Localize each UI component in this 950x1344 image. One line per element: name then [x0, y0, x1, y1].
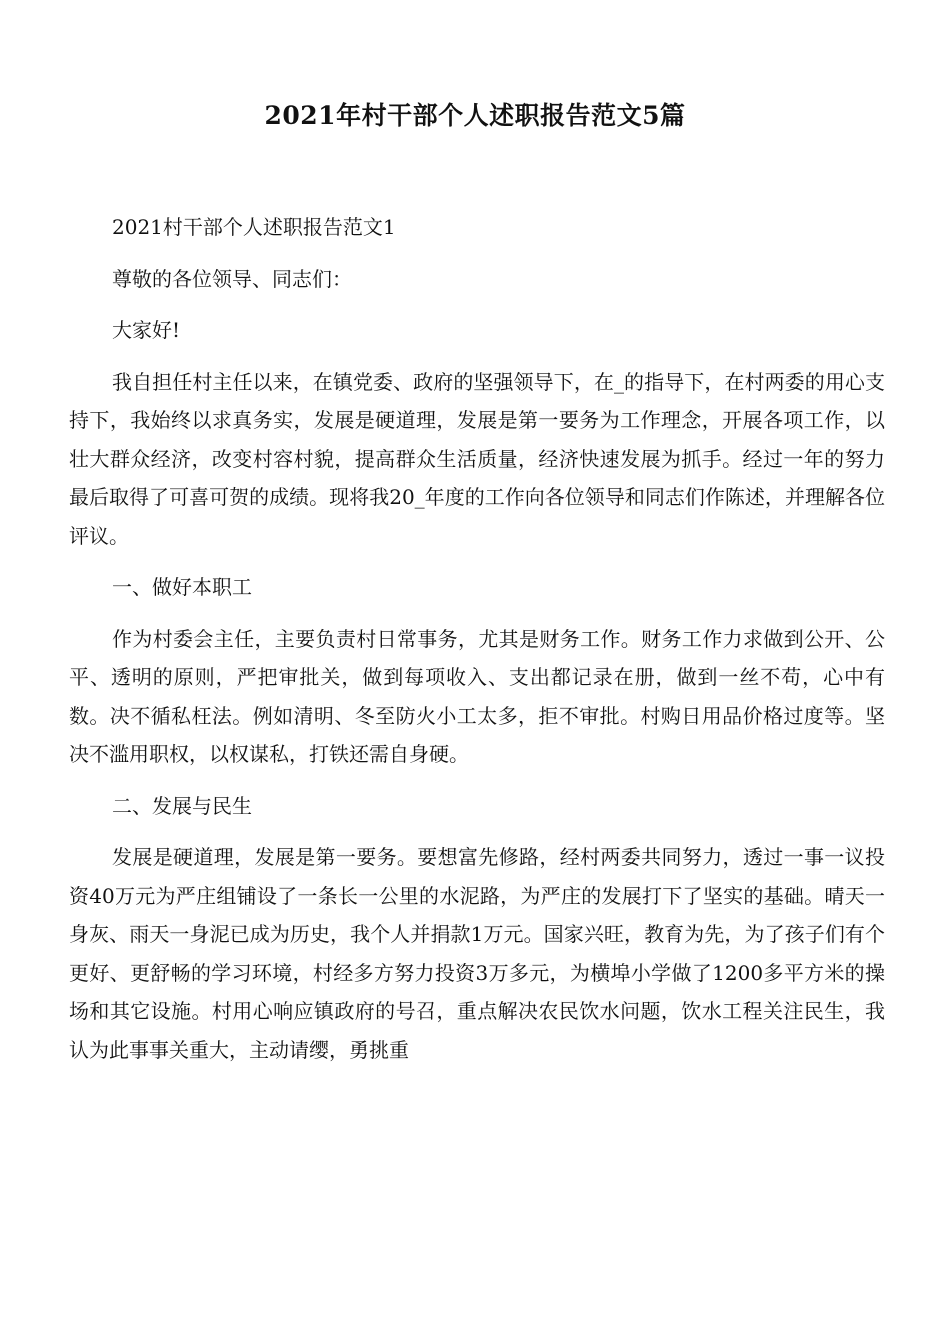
section-heading-1: 一、做好本职工 [112, 575, 252, 599]
paragraph-subtitle: 2021村干部个人述职报告范文1 [112, 215, 396, 239]
section-heading-2: 二、发展与民生 [112, 793, 252, 818]
paragraph-intro: 我自担任村主任以来，在镇党委、政府的坚强领导下，在_的指导下，在村两委的用心支持下，我始终以求真务实，发展是硬道理，发展是第一要务为工作理念，开展各项工作，以壮大群众经济，改变村容村貌，提高群众生活质量，经济快速发展为抓手。经过一年的努力最后取得了可喜可贺的成绩。现将我20_年度的工作向各位领导和同志们作陈述，并理解各位评议。 [69, 369, 885, 548]
document-body [69, 208, 885, 1082]
paragraph-section-2: 发展是硬道理，发展是第一要务。要想富先修路，经村两委共同努力，透过一事一议投资40万元为严庄组铺设了一条长一公里的水泥路，为严庄的发展打下了坚实的基础。晴天一身灰、雨天一身泥已成为历史，我个人并捐款1万元。国家兴旺，教育为先，为了孩子们有个更好、更舒畅的学习环境，村经多方努力投资3万多元，为横埠小学做了1200多平方米的操场和其它设施。村用心响应镇政府的号召，重点解决农民饮水问题，饮水工程关注民生，我认为此事事关重大，主动请缨，勇挑重 [69, 845, 885, 1062]
paragraph-greeting: 大家好! [112, 318, 181, 342]
paragraph-salutation: 尊敬的各位领导、同志们： [112, 266, 352, 291]
document-title: 2021年村干部个人述职报告范文5篇 [264, 101, 686, 130]
paragraph-section-1: 作为村委会主任，主要负责村日常事务，尤其是财务工作。财务工作力求做到公开、公平、透明的原则，严把审批关，做到每项收入、支出都记录在册，做到一丝不苟，心中有数。决不循私枉法。例如清明、冬至防火小工太多，拒不审批。村购日用品价格过度等。坚决不滥用职权，以权谋私，打铁还需自身硬。 [69, 626, 885, 766]
